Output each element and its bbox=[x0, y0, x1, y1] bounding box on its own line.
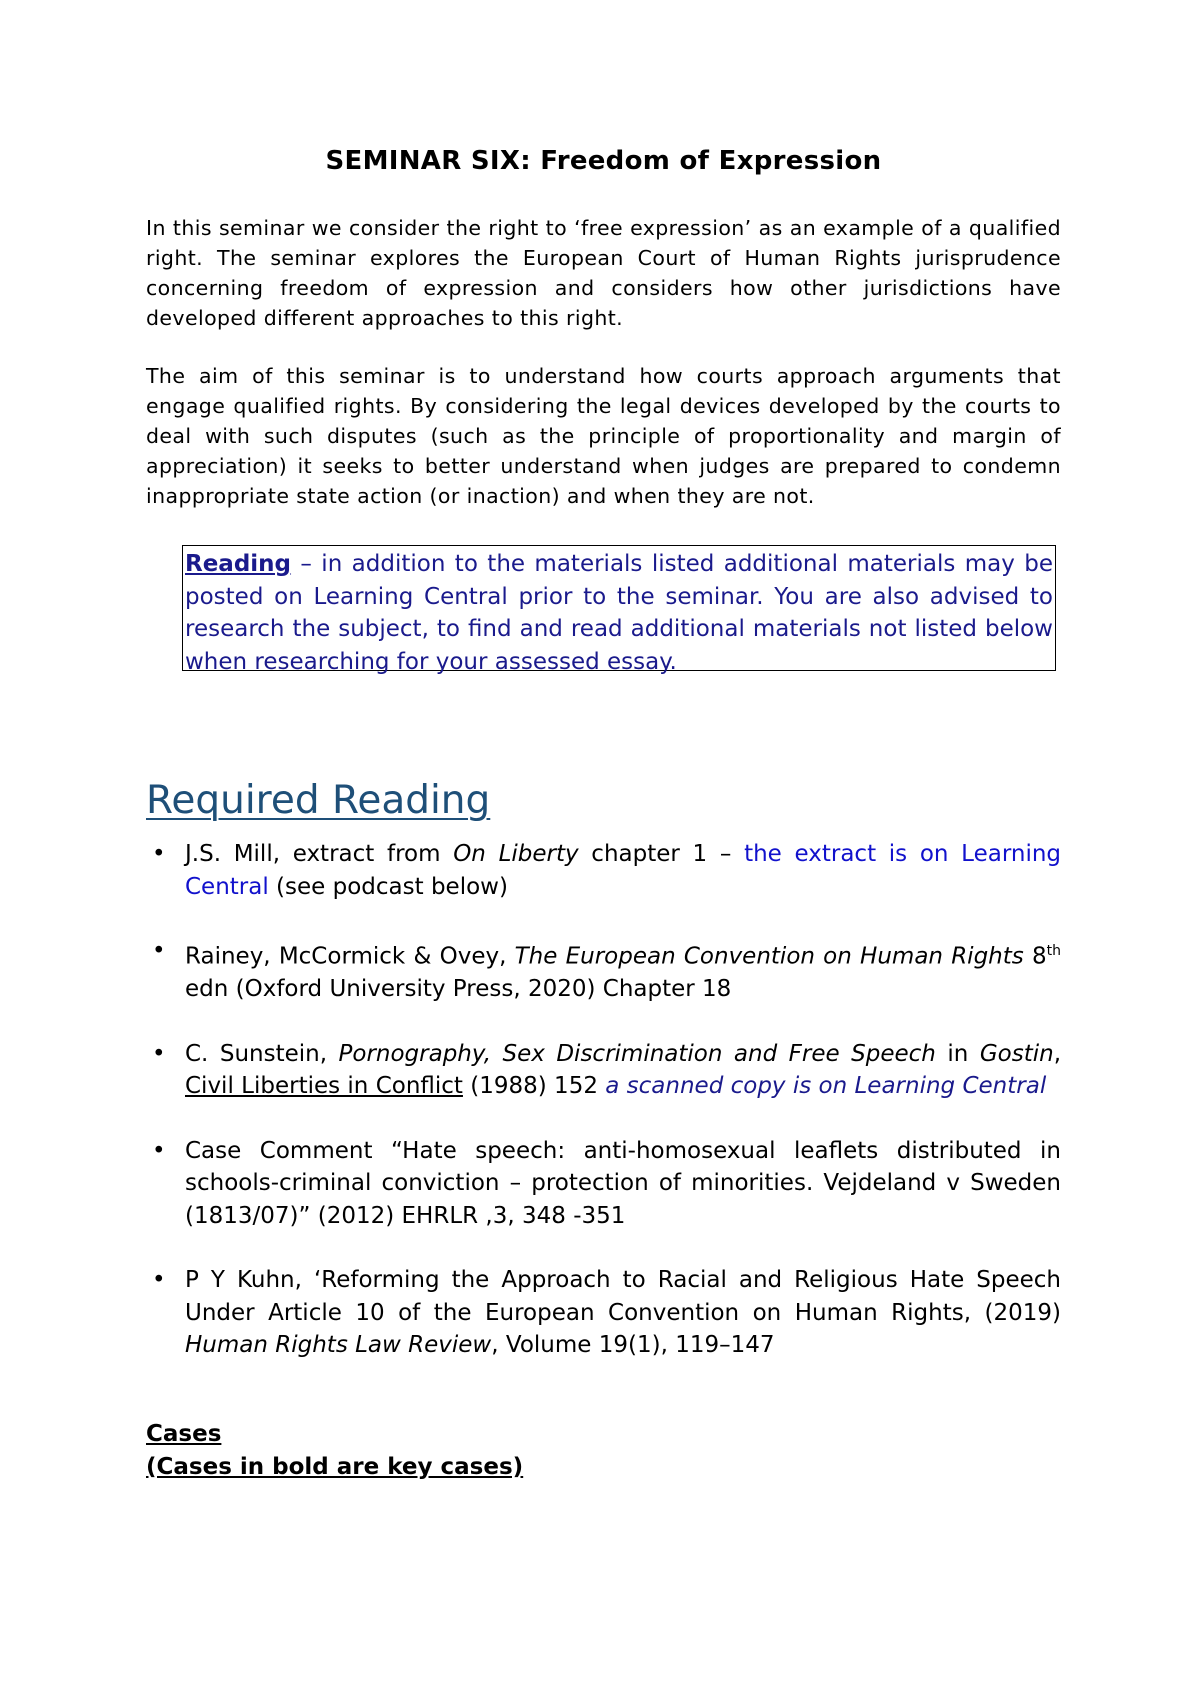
reading-text: Rainey, McCormick & Ovey, bbox=[185, 943, 515, 970]
reading-text: J.S. Mill, extract from bbox=[185, 841, 454, 867]
page-title: SEMINAR SIX: Freedom of Expression bbox=[325, 146, 882, 176]
cases-heading-block bbox=[146, 1418, 523, 1484]
reading-title: Pornography, Sex Discrimination and Free Speech bbox=[338, 1040, 936, 1067]
reading-text: C. Sunstein, bbox=[185, 1040, 339, 1067]
list-item bbox=[146, 935, 1061, 1006]
intro-paragraph-2: The aim of this seminar is to understand how courts approach arguments that engage qualified rights. By considering the legal devices developed by the courts to deal with such disputes (such as the principle of proportionality and margin of appreciation) it seeks to better understand when judges are prepared to condemn inappropriate state action (or inaction) and when they are not. bbox=[146, 364, 1061, 508]
reading-notice-text: – in addition to the materials listed additional materials may be posted on Learning Central prior to the seminar. You are also advised to research the subject, to find and read additional materials not listed below when researching for your assessed essay. bbox=[185, 551, 1053, 675]
reading-text: , Volume 19(1), 119–147 bbox=[491, 1332, 775, 1359]
reading-text: (1988) 152 bbox=[462, 1073, 606, 1100]
reading-text: (see podcast below) bbox=[268, 873, 508, 900]
document-page bbox=[146, 0, 1061, 1696]
required-reading-heading: Required Reading bbox=[146, 778, 491, 823]
scanned-copy-note: a scanned copy is on Learning Central bbox=[605, 1073, 1047, 1100]
superscript: th bbox=[1046, 943, 1061, 959]
reading-text: P Y Kuhn, ‘Reforming the Approach to Racial and Religious Hate Speech Under Article 10 of the European Convention on Human Rights, (2019) bbox=[185, 1267, 1061, 1326]
reading-editor: Gostin bbox=[979, 1040, 1054, 1067]
list-item bbox=[146, 1038, 1061, 1103]
list-item bbox=[146, 838, 1061, 903]
intro-paragraph-1: In this seminar we consider the right to ‘free expression’ as an example of a qualified right. The seminar explores the European Court of Human Rights jurisprudence concerning freedom of expression and considers how other jurisdictions have developed different approaches to this right. bbox=[146, 216, 1061, 330]
cases-heading: Cases bbox=[146, 1421, 222, 1447]
required-reading-list bbox=[146, 838, 1061, 1362]
list-item bbox=[146, 1135, 1061, 1233]
cases-subheading: (Cases in bold are key cases) bbox=[146, 1454, 524, 1480]
reading-book-title: Civil Liberties in Conflict bbox=[185, 1073, 463, 1100]
list-item bbox=[146, 1264, 1061, 1362]
reading-notice-box bbox=[182, 545, 1056, 675]
reading-title: The European Convention on Human Rights bbox=[514, 943, 1024, 970]
reading-notice-lead: Reading bbox=[185, 551, 292, 577]
reading-text: chapter 1 – bbox=[578, 841, 745, 867]
reading-text: Case Comment “Hate speech: anti-homosexual leaflets distributed in schools-criminal conviction – protection of minorities. Vejdeland v Sweden (1813/07)” (2012) EHRLR ,3, 348 -351 bbox=[185, 1137, 1061, 1229]
learning-central-link[interactable]: the extract is on Learning Central bbox=[185, 841, 1062, 900]
reading-text: edn (Oxford University Press, 2020) Chapter 18 bbox=[185, 976, 732, 1003]
reading-text: 8 bbox=[1023, 943, 1047, 970]
reading-text: , bbox=[1053, 1040, 1061, 1067]
reading-title: On Liberty bbox=[453, 841, 579, 867]
reading-text: in bbox=[935, 1040, 980, 1067]
reading-journal: Human Rights Law Review bbox=[185, 1332, 492, 1359]
